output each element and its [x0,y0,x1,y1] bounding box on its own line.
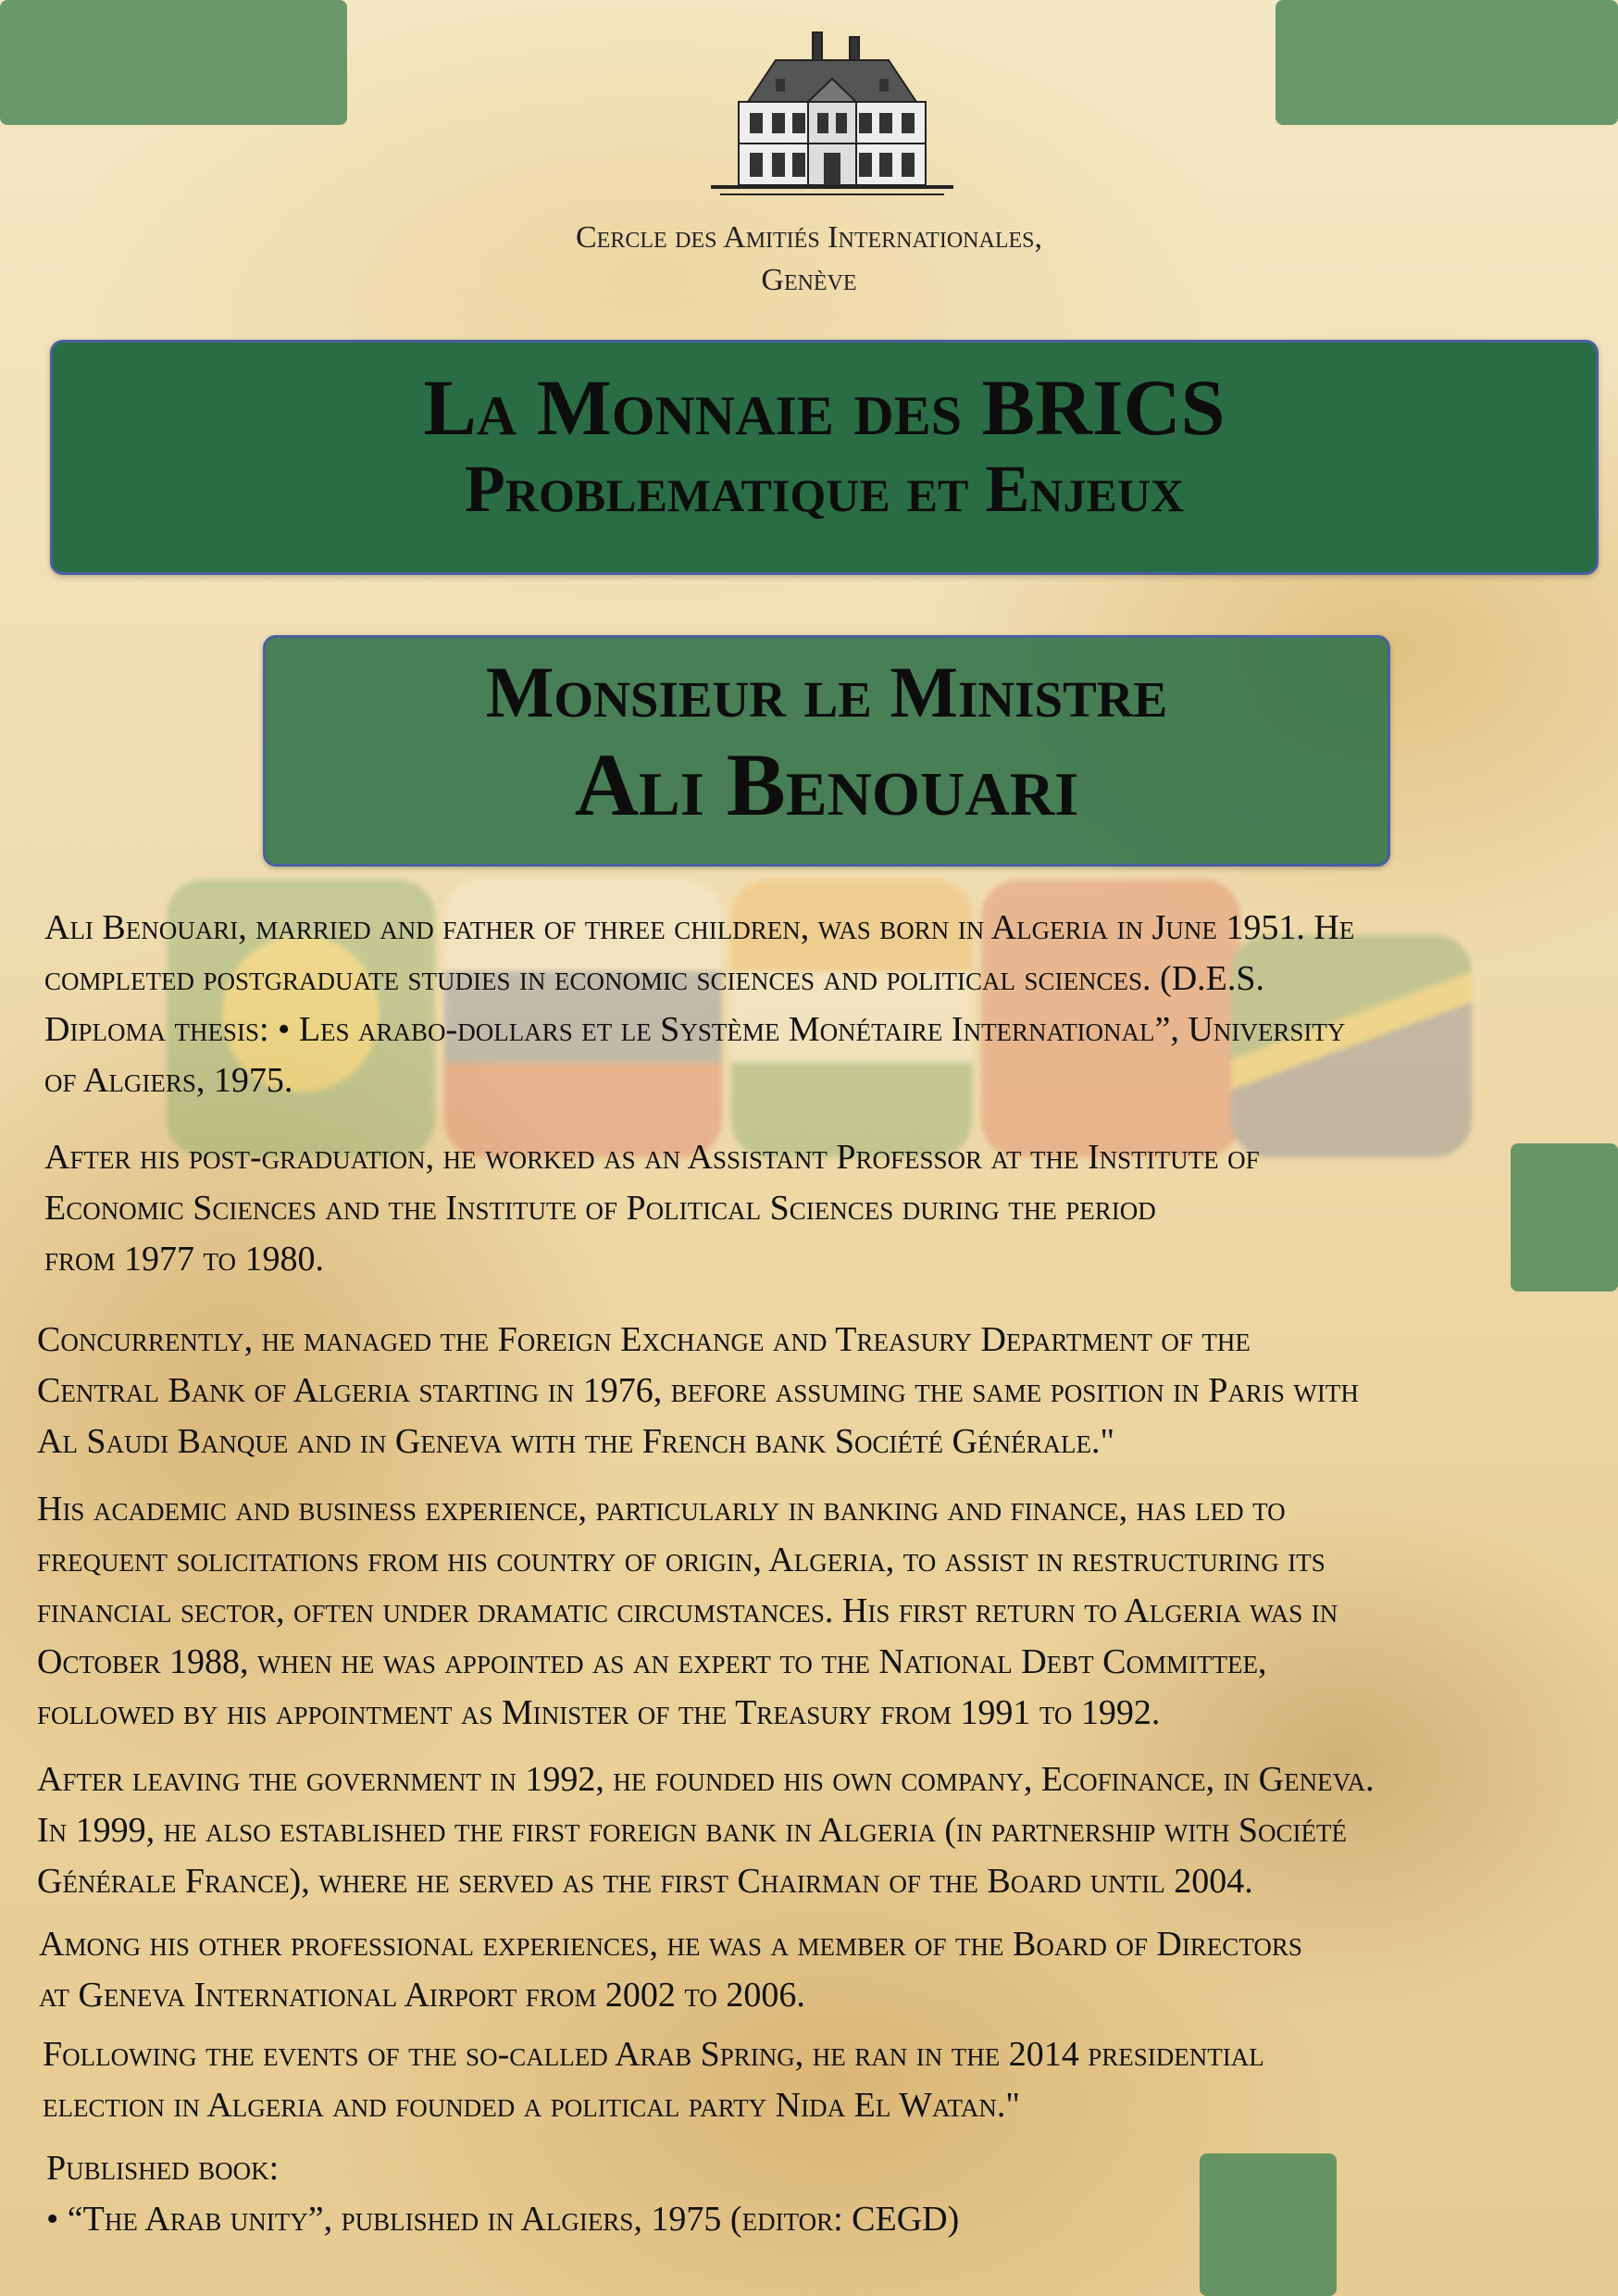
bio-paragraph-2 [44,1132,1260,1285]
page-title: La Monnaie des BRICS [423,363,1226,452]
decor-block-top-right [1276,0,1618,125]
bio-paragraph-3 [37,1315,1359,1467]
publication-item: • “The Arab unity”, published in Algiers, 1975 (editor: CEGD) [46,2200,960,2239]
bio-line: Following the events of the so-called Arab Spring, he ran in the 2014 presidential [43,2035,1264,2074]
bio-paragraph-5 [37,1754,1375,1907]
bio-line: October 1988, when he was appointed as an expert to the National Debt Committee, [37,1642,1267,1681]
bio-line: at Geneva International Airport from 2002 to 2006. [39,1976,805,2015]
bio-line: Concurrently, he managed the Foreign Exchange and Treasury Department of the [37,1320,1251,1359]
bio-paragraph-1 [44,903,1354,1106]
bio-line: completed postgraduate studies in economic sciences and political sciences. (D.E.S. [44,959,1264,998]
bio-paragraph-6 [39,1919,1302,2021]
bio-line: Economic Sciences and the Institute of Political Sciences during the period [44,1189,1156,1228]
decor-block-bottom [1200,2153,1337,2296]
publications-section [46,2143,959,2245]
bio-line: Ali Benouari, married and father of three children, was born in Algeria in June 1951. He [44,908,1355,947]
bio-line: followed by his appointment as Minister of the Treasury from 1991 to 1992. [37,1693,1161,1732]
speaker-name: Ali Benouari [574,735,1079,834]
bio-line: Diploma thesis: • Les arabo-dollars et le Système Monétaire International”, University [44,1010,1346,1049]
bio-line: Al Saudi Banque and in Geneva with the French bank Société Générale." [37,1422,1114,1461]
page-subtitle: Problematique et Enjeux [464,452,1185,526]
decor-block-top-left [0,0,347,125]
bio-line: Among his other professional experiences, he was a member of the Board of Directors [39,1925,1302,1964]
bio-line: In 1999, he also established the first foreign bank in Algeria (in partnership with Société [37,1811,1347,1850]
bio-line: After leaving the government in 1992, he founded his own company, Ecofinance, in Geneva. [37,1760,1375,1799]
bio-line: Central Bank of Algeria starting in 1976, before assuming the same position in Paris with [37,1371,1359,1410]
bio-line: election in Algeria and founded a political party Nida El Watan." [43,2086,1020,2125]
bio-line: financial sector, often under dramatic circumstances. His first return to Algeria was in [37,1591,1338,1630]
chateau-logo-icon [711,28,953,204]
organization-line1: Cercle des Amitiés Internationales, [576,220,1042,255]
organization-line2: Genève [761,263,857,297]
bio-paragraph-4 [37,1484,1338,1739]
speaker-honorific: Monsieur le Ministre [485,652,1168,732]
publications-heading: Published book: [46,2149,280,2188]
bio-line: of Algiers, 1975. [44,1061,293,1100]
bio-line: frequent solicitations from his country of origin, Algeria, to assist in restructuring its [37,1541,1326,1579]
bio-paragraph-7 [43,2029,1264,2131]
decor-block-right [1511,1143,1618,1292]
speaker-banner [263,635,1390,867]
organization-name [0,217,1618,302]
bio-line: Générale France), where he served as the first Chairman of the Board until 2004. [37,1862,1253,1901]
bio-line: from 1977 to 1980. [44,1240,325,1279]
bio-line: After his post-graduation, he worked as an Assistant Professor at the Institute of [44,1138,1260,1177]
title-banner [50,340,1599,575]
bio-line: His academic and business experience, particularly in banking and finance, has led to [37,1490,1286,1529]
